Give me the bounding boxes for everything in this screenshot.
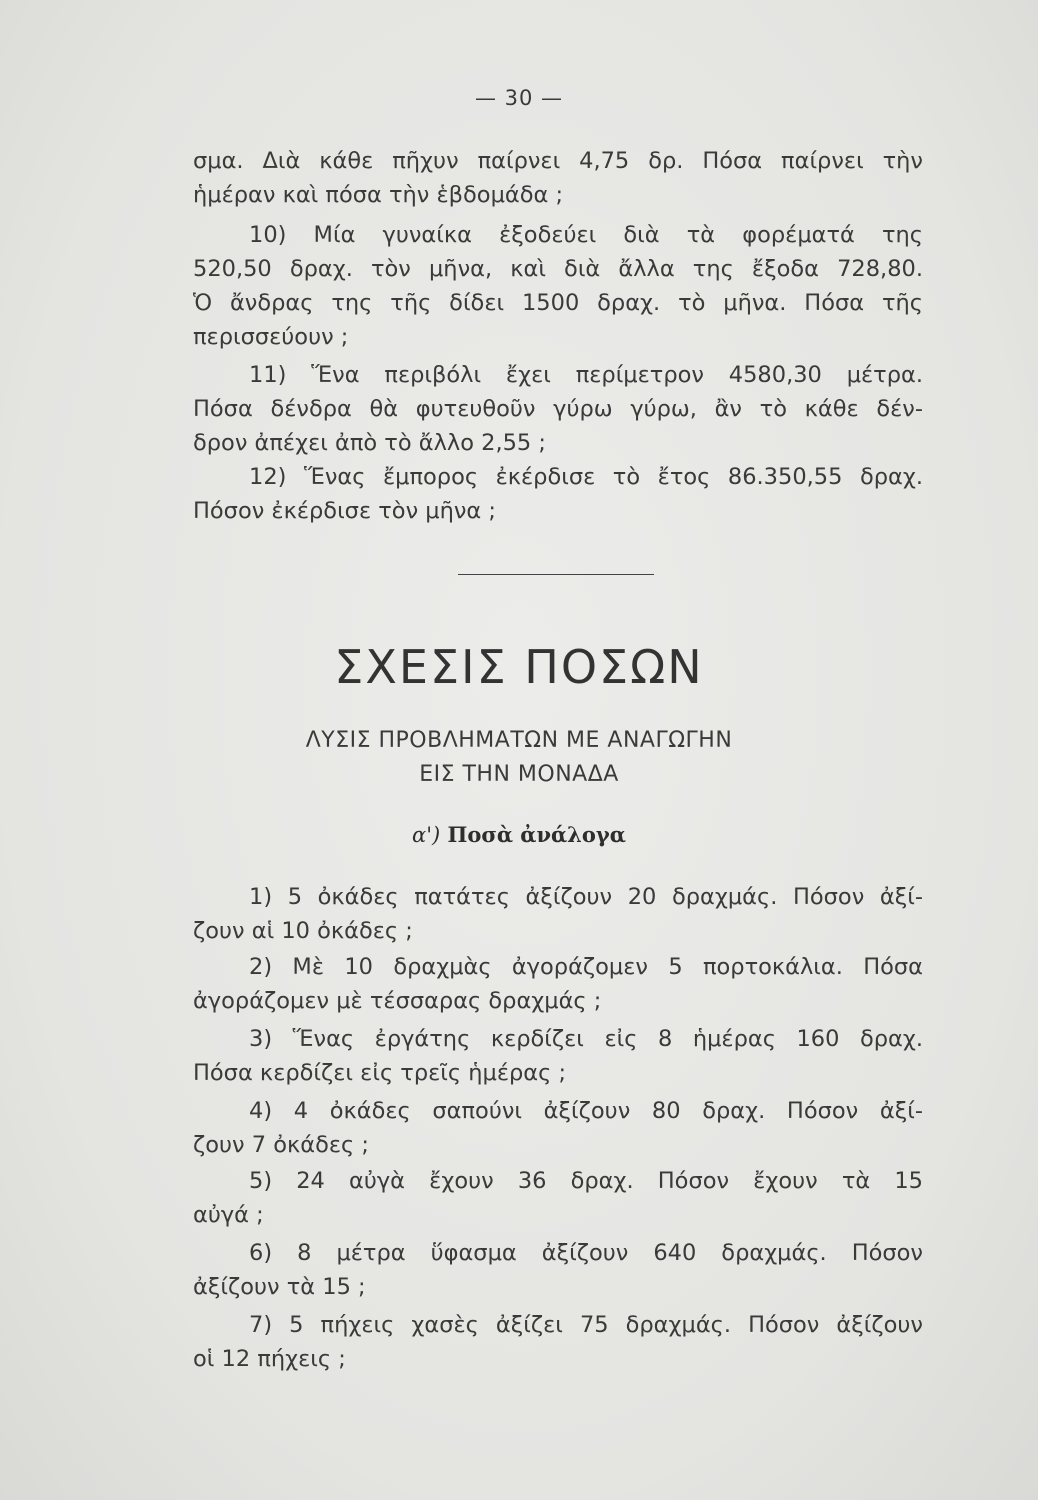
text-line: 2) Μὲ 10 δραχμὰς ἀγοράζομεν 5 πορτοκάλια. Πόσα <box>249 954 923 980</box>
text-line: 11) Ἕνα περιβόλι ἔχει περίμετρον 4580,30 μέτρα. <box>249 362 923 388</box>
text-line: Πόσα κερδίζει εἰς τρεῖς ἡμέρας ; <box>193 1060 567 1086</box>
problem-1 <box>193 880 923 948</box>
chapter-title: ΣΧΕΣΙΣ ΠΟΣΩΝ <box>334 640 704 694</box>
text-line: Πόσον ἐκέρδισε τὸν μῆνα ; <box>193 498 496 524</box>
text-line: ἀγοράζομεν μὲ τέσσαρας δραχμάς ; <box>193 988 602 1014</box>
text-line: ἡμέραν καὶ πόσα τὴν ἑβδομάδα ; <box>193 182 564 208</box>
problem-6 <box>193 1236 923 1304</box>
problem-3 <box>193 1022 923 1090</box>
section-heading <box>0 822 1038 847</box>
problem-7 <box>193 1308 923 1376</box>
text-line: 6) 8 μέτρα ὕφασμα ἀξίζουν 640 δραχμάς. Πόσον <box>249 1240 923 1266</box>
text-line: περισσεύουν ; <box>193 324 349 350</box>
text-line: αὐγά ; <box>193 1202 264 1228</box>
text-line: 520,50 δραχ. τὸν μῆνα, καὶ διὰ ἄλλα της ἔξοδα 728,80. <box>193 256 923 282</box>
problem-11 <box>193 358 923 460</box>
problem-5 <box>193 1164 923 1232</box>
section-prefix: α') <box>412 823 441 847</box>
text-line: ζουν 7 ὀκάδες ; <box>193 1132 369 1158</box>
page-number: — 30 — <box>474 86 564 110</box>
text-line: δρον ἀπέχει ἀπὸ τὸ ἄλλο 2,55 ; <box>193 430 546 456</box>
text-line: ἀξίζουν τὰ 15 ; <box>193 1274 366 1300</box>
problem-12 <box>193 460 923 528</box>
text-line: οἱ 12 πήχεις ; <box>193 1346 346 1372</box>
text-line: 12) Ἕνας ἔμπορος ἐκέρδισε τὸ ἔτος 86.350,55 δραχ. <box>249 464 923 490</box>
text-line: 7) 5 πήχεις χασὲς ἀξίζει 75 δραχμάς. Πόσον ἀξίζουν <box>249 1312 923 1338</box>
text-line: 10) Μία γυναίκα ἐξοδεύει διὰ τὰ φορέματά της <box>249 222 923 248</box>
problem-4 <box>193 1094 923 1162</box>
section-title: Ποσὰ ἀνάλογα <box>447 822 626 847</box>
text-line: σμα. Διὰ κάθε πῆχυν παίρνει 4,75 δρ. Πόσα παίρνει τὴν <box>193 148 923 174</box>
problem-2 <box>193 950 923 1018</box>
top-text-block <box>193 144 923 212</box>
text-line: 3) Ἕνας ἐργάτης κερδίζει εἰς 8 ἡμέρας 160 δραχ. <box>249 1026 923 1052</box>
text-line: Πόσα δένδρα θὰ φυτευθοῦν γύρω γύρω, ἂν τὸ κάθε δέν- <box>193 396 923 422</box>
text-line: 5) 24 αὐγὰ ἔχουν 36 δραχ. Πόσον ἔχουν τὰ 15 <box>249 1168 923 1194</box>
text-line: Ὁ ἄνδρας της τῆς δίδει 1500 δραχ. τὸ μῆνα. Πόσα τῆς <box>193 290 923 316</box>
text-line: ζουν αἱ 10 ὀκάδες ; <box>193 918 413 944</box>
chapter-subtitle-line-2: ΕΙΣ ΤΗΝ ΜΟΝΑΔΑ <box>419 762 619 787</box>
text-line: 4) 4 ὀκάδες σαπούνι ἀξίζουν 80 δραχ. Πόσον ἀξί- <box>249 1098 923 1124</box>
section-divider <box>458 574 654 575</box>
chapter-subtitle-line-1: ΛΥΣΙΣ ΠΡΟΒΛΗΜΑΤΩΝ ΜΕ ΑΝΑΓΩΓΗΝ <box>305 728 733 753</box>
text-line: 1) 5 ὀκάδες πατάτες ἀξίζουν 20 δραχμάς. Πόσον ἀξί- <box>249 884 923 910</box>
problem-10 <box>193 218 923 354</box>
